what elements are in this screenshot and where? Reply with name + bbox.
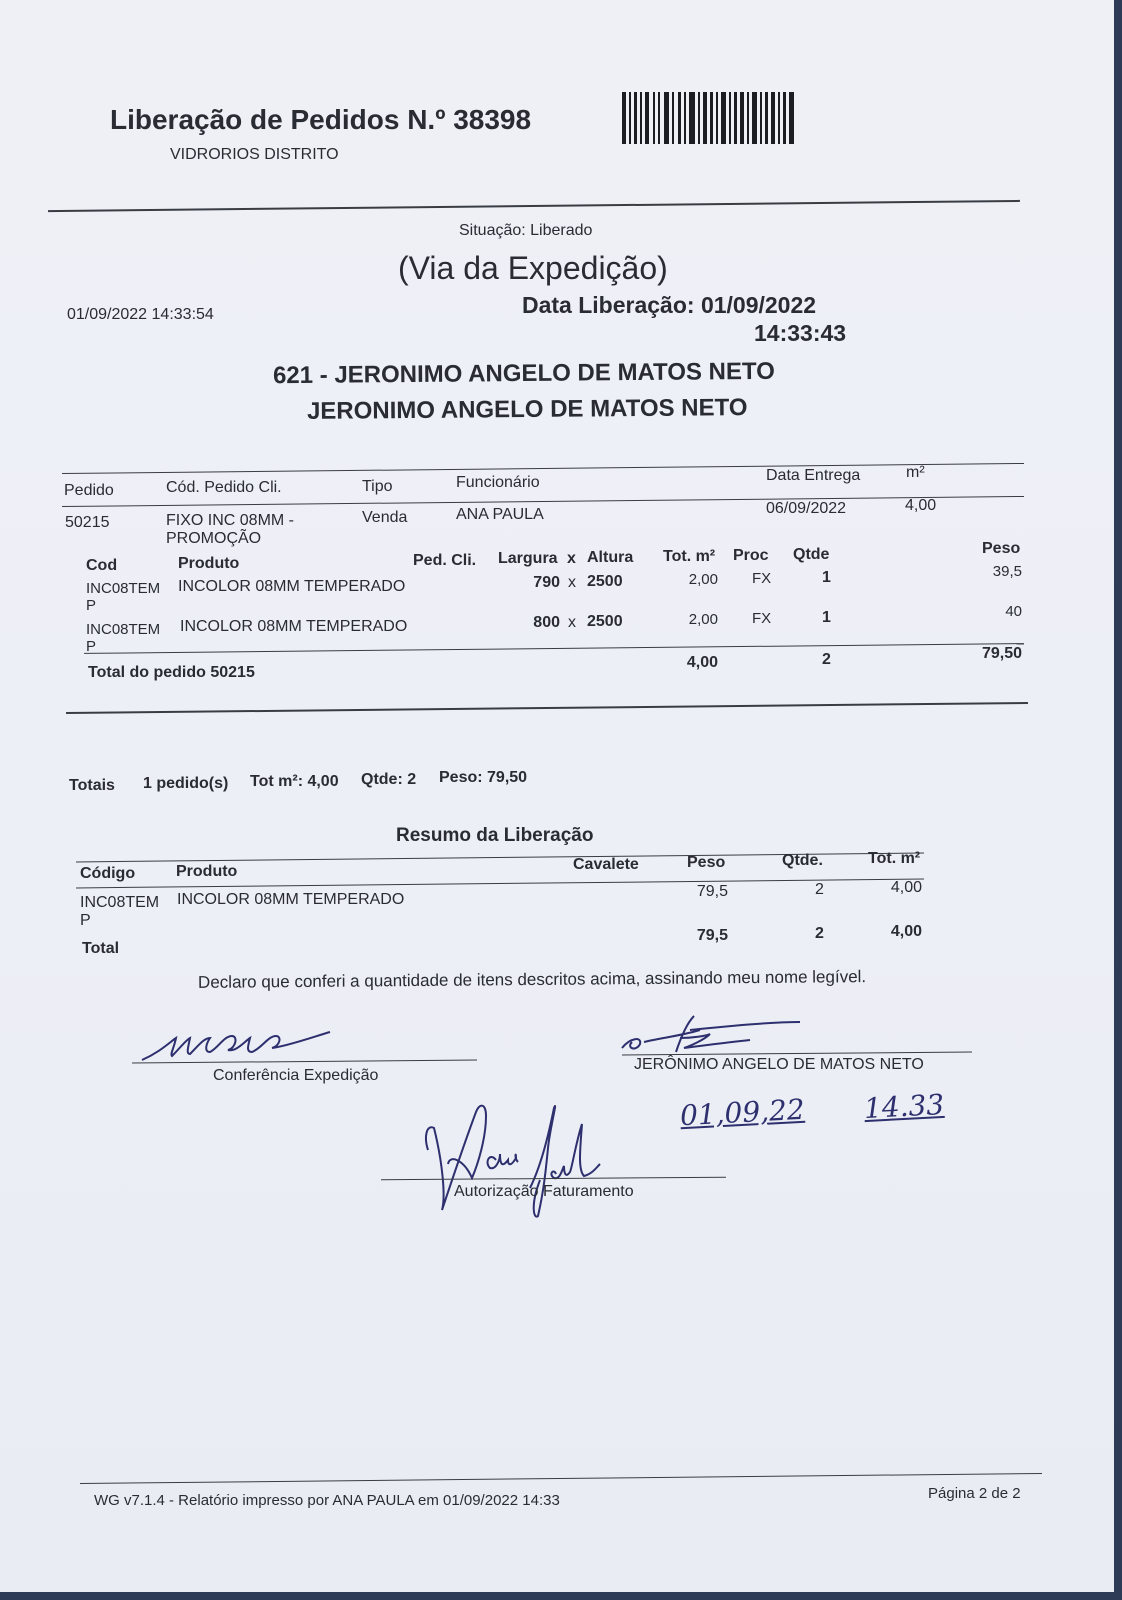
resumo-col-cavalete-header: Cavalete [573,856,639,873]
autorizacao-signature [420,1098,640,1220]
resumo-peso: 79,5 [696,883,728,900]
item-produto: INCOLOR 08MM TEMPERADO [178,578,406,595]
item-qtde: 1 [822,569,831,586]
item-cod: INC08TEM [86,580,161,597]
totals-peso: Peso: 79,50 [439,769,528,786]
order-m2: 4,00 [905,497,937,514]
via-title: (Via da Expedição) [398,250,668,286]
order-pedido: 50215 [65,514,110,531]
cliente-line-1: 621 - JERONIMO ANGELO DE MATOS NETO [272,357,775,390]
order-total-m2: 4,00 [686,654,718,671]
document-title: Liberação de Pedidos N.º 38398 [110,104,532,135]
col-tipo-header: Tipo [362,478,393,495]
resumo-col-tot-m2-header: Tot. m² [868,850,921,867]
item-altura: 2500 [587,573,623,590]
col-cod-pedido-cli-header: Cód. Pedido Cli. [166,479,282,496]
resumo-total-peso: 79,5 [696,927,728,944]
col-largura-header: Largura [498,550,558,567]
situacao-text: Situação: Liberado [459,222,593,239]
col-proc-header: Proc [733,547,769,564]
order-total-label: Total do pedido 50215 [88,664,255,681]
col-peso-header: Peso [982,540,1021,557]
item-cod-cont: P [86,638,97,655]
col-altura-header: Altura [587,549,634,566]
resumo-total-m2: 4,00 [890,923,922,940]
order-funcionario: ANA PAULA [456,506,544,523]
totals-m2: Tot m²: 4,00 [250,773,339,790]
footer-page-number: Página 2 de 2 [928,1485,1021,1502]
items-total-rule [84,643,1024,654]
handwritten-time: 14.33 [863,1087,945,1126]
order-cod-pedido-cli: FIXO INC 08MM - [166,512,295,529]
item-proc: FX [752,610,772,627]
col-data-entrega-header: Data Entrega [766,467,861,484]
totals-pedidos: 1 pedido(s) [143,775,229,792]
order-section-divider [66,702,1028,714]
cliente-line-2: JERONIMO ANGELO DE MATOS NETO [306,394,748,425]
order-table-top-rule [62,463,1024,474]
col-x-header: x [567,550,576,567]
item-tot-m2: 2,00 [688,571,718,588]
resumo-col-qtde-header: Qtde. [782,852,823,869]
print-timestamp: 01/09/2022 14:33:54 [67,306,214,323]
resumo-produto: INCOLOR 08MM TEMPERADO [177,891,405,908]
order-total-qtde: 2 [822,651,831,668]
item-produto: INCOLOR 08MM TEMPERADO [180,618,408,635]
item-largura: 790 [533,574,560,591]
conferencia-signature [140,1024,340,1064]
item-qtde: 1 [822,609,831,626]
totals-qtde: Qtde: 2 [361,771,417,788]
cliente-signature-label: JERÔNIMO ANGELO DE MATOS NETO [634,1056,924,1073]
declaration-text: Declaro que conferi a quantidade de itens descritos acima, assinando meu nome legível. [197,967,867,992]
item-cod-cont: P [86,597,97,614]
resumo-total-label: Total [82,940,120,957]
header-divider [48,200,1020,212]
order-total-peso: 79,50 [981,645,1022,662]
item-peso: 39,5 [992,563,1022,580]
resumo-qtde: 2 [815,881,824,898]
item-tot-m2: 2,00 [688,611,718,628]
resumo-total-qtde: 2 [815,925,824,942]
order-tipo: Venda [362,509,408,526]
hora-liberacao: 14:33:43 [754,320,847,346]
item-largura: 800 [533,614,560,631]
resumo-codigo: INC08TEM [80,894,160,911]
resumo-title: Resumo da Liberação [396,825,594,846]
totals-label: Totais [69,777,115,794]
autorizacao-label: Autorização Faturamento [454,1183,634,1200]
col-qtde-header: Qtde [793,546,830,563]
resumo-col-produto-header: Produto [176,863,238,880]
col-funcionario-header: Funcionário [456,474,540,491]
col-produto-header: Produto [178,555,240,572]
conferencia-label: Conferência Expedição [213,1067,379,1084]
item-cod: INC08TEM [86,621,161,638]
resumo-tot-m2: 4,00 [890,879,922,896]
data-liberacao: Data Liberação: 01/09/2022 [522,292,817,318]
item-peso: 40 [1005,603,1022,620]
order-data-entrega: 06/09/2022 [766,500,847,517]
resumo-col-codigo-header: Código [80,865,136,882]
item-x: x [568,614,576,631]
col-tot-m2-header: Tot. m² [663,548,716,565]
col-m2-header: m² [906,464,925,481]
order-cod-pedido-cli-cont: PROMOÇÃO [166,530,262,547]
item-x: x [568,574,576,591]
col-ped-cli-header: Ped. Cli. [413,552,477,569]
item-proc: FX [752,570,772,587]
footer-rule [80,1473,1042,1484]
col-cod-header: Cod [86,557,118,574]
resumo-codigo-cont: P [80,912,91,929]
company-name: VIDRORIOS DISTRITO [170,146,339,163]
col-pedido-header: Pedido [64,482,114,499]
resumo-col-peso-header: Peso [687,854,726,871]
footer-printed-by: WG v7.1.4 - Relatório impresso por ANA PAULA em 01/09/2022 14:33 [94,1492,560,1509]
barcode-image [622,92,796,144]
handwritten-date: 01,09,22 [679,1092,806,1133]
item-altura: 2500 [587,613,623,630]
